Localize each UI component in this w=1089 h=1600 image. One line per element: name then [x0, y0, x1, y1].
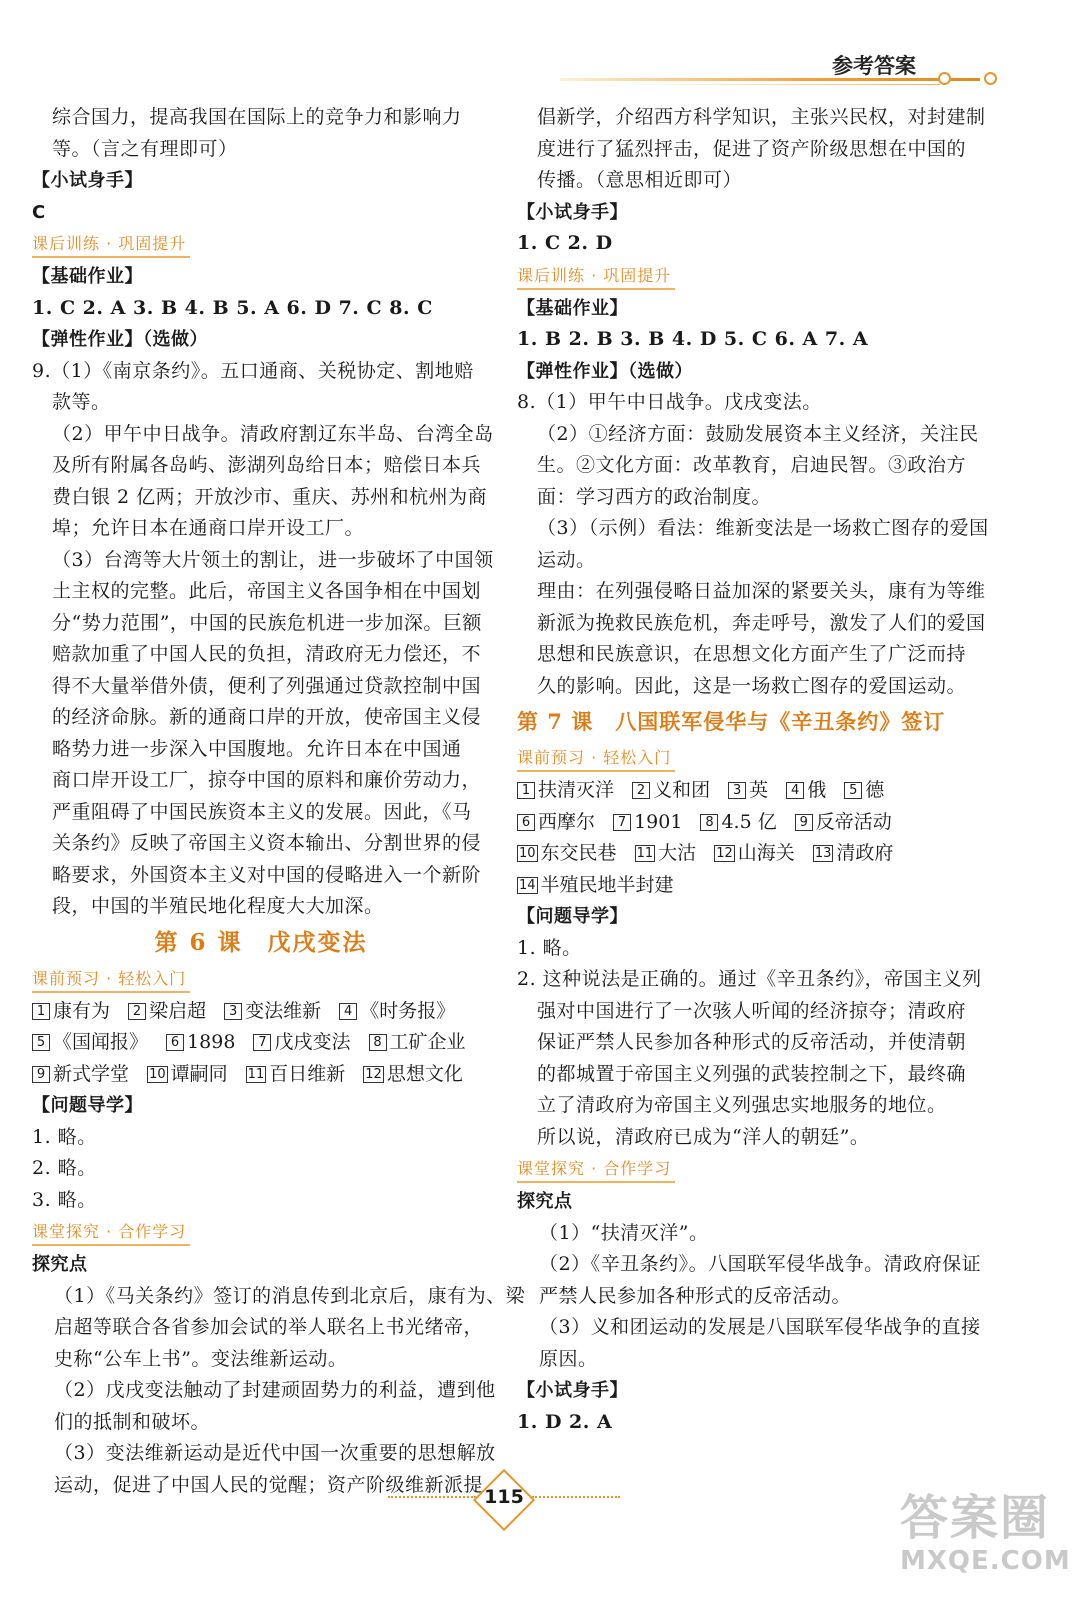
answer-line: C	[32, 201, 46, 223]
blank-item	[635, 838, 697, 870]
text-line: 综合国力，提高我国在国际上的竞争力和影响力	[52, 106, 462, 128]
text-line: 史称“公车上书”。变法维新运动。	[54, 1347, 348, 1370]
blank-number: 10	[149, 1066, 166, 1082]
blank-answer: 大沽	[658, 842, 697, 864]
text-line: 款等。	[52, 391, 111, 413]
blank-answer: 扶清灭洋	[538, 779, 615, 801]
blank-item	[363, 1059, 463, 1091]
text-line: 运动，促进了中国人民的觉醒；资产阶级维新派提	[54, 1473, 484, 1496]
blank-number: 2	[632, 782, 650, 799]
blank-item	[369, 1027, 466, 1059]
tag-question-guide: 【问题导学】	[517, 906, 628, 927]
blank-answer: 戊戌变法	[274, 1031, 351, 1053]
blank-answer: 《时务报》	[360, 999, 456, 1022]
text-line: （3）（示例）看法：维新变法是一场救亡图存的爱国	[537, 517, 989, 539]
blank-number: 3	[728, 782, 746, 799]
text-line: 们的抵制和破坏。	[54, 1410, 211, 1433]
blank-answer: 变法维新	[245, 999, 322, 1022]
text-line: 强对中国进行了一次骇人听闻的经济掠夺；清政府	[537, 999, 967, 1022]
blank-answer: 山海关	[737, 842, 795, 864]
text-line: 2. 略。	[32, 1157, 97, 1179]
blank-answer: 俄	[807, 779, 827, 801]
blank-item	[517, 870, 674, 902]
text-line: （2）①经济方面：鼓励发展资本主义经济，关注民	[537, 422, 979, 445]
blank-number: 3	[224, 1003, 242, 1020]
blank-number: 10	[519, 846, 536, 861]
blank-item	[613, 807, 682, 839]
text-line: 费白银 2 亿两；开放沙市、重庆、苏州和杭州为商	[52, 485, 488, 508]
answer-line: 1. C 2. D	[517, 232, 613, 254]
footer-dotted-rule	[532, 1496, 620, 1498]
text-line: （3）义和团运动的发展是八国联军侵华战争的直接	[539, 1316, 981, 1338]
blank-answers	[32, 996, 490, 1091]
blank-item	[517, 807, 595, 839]
blank-answer: 清政府	[836, 842, 894, 864]
answer-line: 1. C 2. A 3. B 4. B 5. A 6. D 7. C 8. C	[32, 296, 433, 319]
blank-number: 1	[32, 1003, 50, 1020]
blank-item	[253, 1027, 350, 1059]
blank-item	[632, 775, 710, 807]
text-line: 度进行了猛烈抨击，促进了资产阶级思想在中国的	[537, 137, 967, 160]
explore-heading: 探究点	[517, 1191, 573, 1212]
blank-number: 5	[32, 1034, 50, 1051]
blank-item	[147, 1059, 228, 1091]
right-column	[517, 102, 989, 1438]
text-line: 原因。	[539, 1347, 598, 1370]
text-line: 赔款加重了中国人民的负担，清政府无力偿还，不	[52, 643, 482, 665]
blank-item	[714, 838, 795, 870]
text-line: （3）台湾等大片领土的割让，进一步破坏了中国领	[52, 548, 494, 571]
blank-number: 5	[844, 782, 862, 799]
tag-flex-homework: 【弹性作业】（选做）	[32, 329, 208, 350]
text-line: 得不大量举借外债，便利了列强通过贷款控制中国	[52, 674, 482, 697]
text-line: 1. 略。	[517, 936, 582, 959]
blank-item	[728, 775, 768, 807]
blank-answer: 义和团	[653, 779, 711, 801]
answer-line: 1. D 2. A	[517, 1410, 613, 1433]
header-dot-icon	[984, 72, 997, 85]
blank-answer: 1901	[634, 810, 683, 833]
blank-number: 8	[369, 1034, 387, 1051]
blank-row	[32, 1059, 490, 1091]
section-header: 课后训练 · 巩固提升	[517, 264, 675, 290]
blank-number: 13	[814, 846, 832, 861]
blank-number: 7	[613, 814, 631, 831]
blank-row	[32, 1027, 490, 1059]
blank-row	[517, 807, 967, 839]
text-line: 的都城置于帝国主义列强的武装控制之下，最终确	[537, 1062, 967, 1085]
blank-item	[339, 996, 455, 1028]
blank-item	[246, 1059, 346, 1091]
blank-item	[813, 838, 894, 870]
answer-line: 1. B 2. B 3. B 4. D 5. C 6. A 7. A	[517, 328, 869, 350]
blank-item	[32, 1059, 129, 1091]
blank-item	[795, 807, 892, 839]
text-line: 3. 略。	[32, 1188, 97, 1211]
text-line: 略势力进一步深入中国腹地。允许日本在中国通	[52, 737, 462, 760]
tag-basic-homework: 【基础作业】	[517, 297, 628, 319]
blank-number: 4	[339, 1003, 357, 1020]
blank-answer: 康有为	[53, 999, 111, 1022]
text-line: 生。②文化方面：改革教育，启迪民智。③政治方	[537, 454, 967, 476]
text-line: 保证严禁人民参加各种形式的反帝活动，并使清朝	[537, 1031, 967, 1053]
section-header: 课前预习 · 轻松入门	[517, 746, 675, 772]
watermark-logo	[900, 1490, 1070, 1590]
text-line: 关条约》反映了帝国主义资本输出、分割世界的侵	[52, 832, 482, 854]
blank-answers	[517, 775, 967, 901]
footer-dotted-rule	[388, 1496, 476, 1498]
text-line: （2）甲午中日战争。清政府割辽东半岛、台湾全岛	[52, 422, 494, 445]
text-line: 思想和民族意识，在思想文化方面产生了广泛而持	[537, 643, 967, 665]
text-line: 9.（1）《南京条约》。五口通商、关税协定、割地赔	[32, 359, 474, 382]
blank-row	[517, 870, 967, 902]
lesson-title: 第 6 课 戊戌变法	[154, 928, 368, 956]
text-line: （3）变法维新运动是近代中国一次重要的思想解放	[54, 1442, 496, 1464]
text-line: 及所有附属各岛屿、澎湖列岛给日本；赔偿日本兵	[52, 454, 482, 476]
blank-item	[517, 775, 614, 807]
blank-answer: 新式学堂	[53, 1062, 130, 1085]
blank-answer: 《国闻报》	[53, 1031, 149, 1053]
blank-answer: 百日维新	[269, 1062, 346, 1085]
tag-question-guide: 【问题导学】	[32, 1095, 143, 1116]
blank-answer: 半殖民地半封建	[540, 873, 674, 896]
blank-row	[32, 996, 490, 1028]
blank-number: 2	[128, 1003, 146, 1020]
explore-heading: 探究点	[32, 1254, 88, 1275]
text-line: 分“势力范围”，中国的民族危机进一步加深。巨额	[52, 611, 482, 634]
header-rule-thin	[620, 84, 940, 85]
text-line: 严禁人民参加各种形式的反帝活动。	[539, 1284, 852, 1307]
header-rule	[560, 78, 980, 81]
watermark-cn: 答案圈	[900, 1490, 1051, 1546]
text-line: 的经济命脉。新的通商口岸的开放，使帝国主义侵	[52, 706, 482, 728]
section-header: 课前预习 · 轻松入门	[32, 967, 190, 993]
blank-item	[32, 1027, 148, 1059]
header-title: 参考答案	[832, 54, 916, 78]
text-line: 土主权的完整。此后，帝国主义各国争相在中国划	[52, 580, 482, 602]
blank-item	[166, 1027, 235, 1059]
blank-item	[700, 807, 776, 839]
blank-answer: 德	[865, 779, 885, 801]
blank-answer: 反帝活动	[815, 810, 892, 833]
text-line: 略要求，外国资本主义对中国的侵略进入一个新阶	[52, 863, 482, 886]
tag-try-yourself: 【小试身手】	[517, 201, 628, 223]
blank-row	[517, 775, 967, 807]
blank-number: 12	[716, 846, 733, 861]
blank-item	[224, 996, 321, 1028]
blank-item	[517, 838, 617, 870]
text-line: 立了清政府为帝国主义列强忠实地服务的地位。	[537, 1094, 947, 1116]
text-line: 新派为挽救民族危机，奔走呼号，激发了人们的爱国	[537, 611, 986, 634]
blank-answer: 4.5 亿	[721, 810, 777, 833]
tag-basic-homework: 【基础作业】	[32, 266, 143, 287]
blank-answer: 梁启超	[149, 999, 207, 1022]
text-line: 严重阻碍了中国民族资本主义的发展。因此，《马	[52, 800, 472, 823]
text-line: 所以说，清政府已成为“洋人的朝廷”。	[537, 1125, 870, 1148]
text-line: 1. 略。	[32, 1125, 97, 1148]
blank-row	[517, 838, 967, 870]
text-line: 2. 这种说法是正确的。通过《辛丑条约》，帝国主义列	[517, 968, 982, 990]
blank-answer: 思想文化	[386, 1062, 463, 1085]
blank-number: 1	[517, 782, 535, 799]
text-line: （2）戊戌变法触动了封建顽固势力的利益，遭到他	[54, 1379, 496, 1401]
blank-number: 11	[636, 846, 654, 861]
section-header: 课后训练 · 巩固提升	[32, 232, 190, 258]
text-line: 等。（言之有理即可）	[52, 137, 238, 160]
blank-number: 8	[700, 814, 718, 831]
text-line: （1）《马关条约》签订的消息传到北京后，康有为、梁	[54, 1284, 526, 1307]
lesson-title: 第 7 课 八国联军侵华与《辛丑条约》签订	[517, 709, 946, 734]
blank-item	[844, 775, 884, 807]
text-line: 启超等联合各省参加会试的举人联名上书光绪帝，	[54, 1316, 484, 1338]
tag-try-yourself: 【小试身手】	[517, 1380, 628, 1401]
blank-number: 4	[786, 782, 804, 799]
text-line: （1）“扶清灭洋”。	[539, 1221, 709, 1244]
text-line: 理由：在列强侵略日益加深的紧要关头，康有为等维	[537, 580, 986, 602]
text-line: 运动。	[537, 548, 596, 571]
blank-item	[128, 996, 206, 1028]
blank-item	[32, 996, 110, 1028]
tag-try-yourself: 【小试身手】	[32, 170, 143, 191]
text-line: 商口岸开设工厂，掠夺中国的原料和廉价劳动力，	[52, 769, 482, 791]
blank-item	[786, 775, 826, 807]
blank-answer: 西摩尔	[538, 810, 596, 833]
blank-number: 11	[247, 1066, 265, 1082]
blank-number: 6	[166, 1034, 184, 1051]
text-line: 面：学习西方的政治制度。	[537, 485, 772, 508]
page-number: 115	[484, 1486, 524, 1508]
blank-number: 6	[517, 814, 535, 831]
blank-number: 9	[32, 1066, 50, 1083]
blank-answer: 东交民巷	[540, 842, 617, 864]
watermark-en: MXQE.COM	[900, 1546, 1071, 1576]
blank-answer: 工矿企业	[389, 1031, 466, 1053]
text-line: 倡新学，介绍西方科学知识，主张兴民权，对封建制	[537, 106, 986, 128]
blank-number: 9	[795, 814, 813, 831]
tag-flex-homework: 【弹性作业】（选做）	[517, 360, 693, 382]
blank-number: 7	[253, 1034, 271, 1051]
blank-answer: 谭嗣同	[170, 1062, 228, 1085]
blank-number: 12	[365, 1066, 382, 1082]
section-header: 课堂探究 · 合作学习	[32, 1220, 190, 1246]
section-header: 课堂探究 · 合作学习	[517, 1157, 675, 1183]
blank-number: 14	[519, 877, 536, 893]
text-line: 久的影响。因此，这是一场救亡图存的爱国运动。	[537, 674, 967, 697]
text-line: 埠；允许日本在通商口岸开设工厂。	[52, 517, 365, 539]
text-line: 8.（1）甲午中日战争。戊戌变法。	[517, 391, 822, 413]
blank-answer: 英	[749, 779, 769, 801]
text-line: 传播。（意思相近即可）	[537, 169, 743, 191]
blank-answer: 1898	[187, 1031, 236, 1053]
header-dot-icon	[938, 72, 951, 85]
text-line: 段，中国的半殖民地化程度大大加深。	[52, 895, 384, 917]
text-line: （2）《辛丑条约》。八国联军侵华战争。清政府保证	[539, 1253, 982, 1275]
